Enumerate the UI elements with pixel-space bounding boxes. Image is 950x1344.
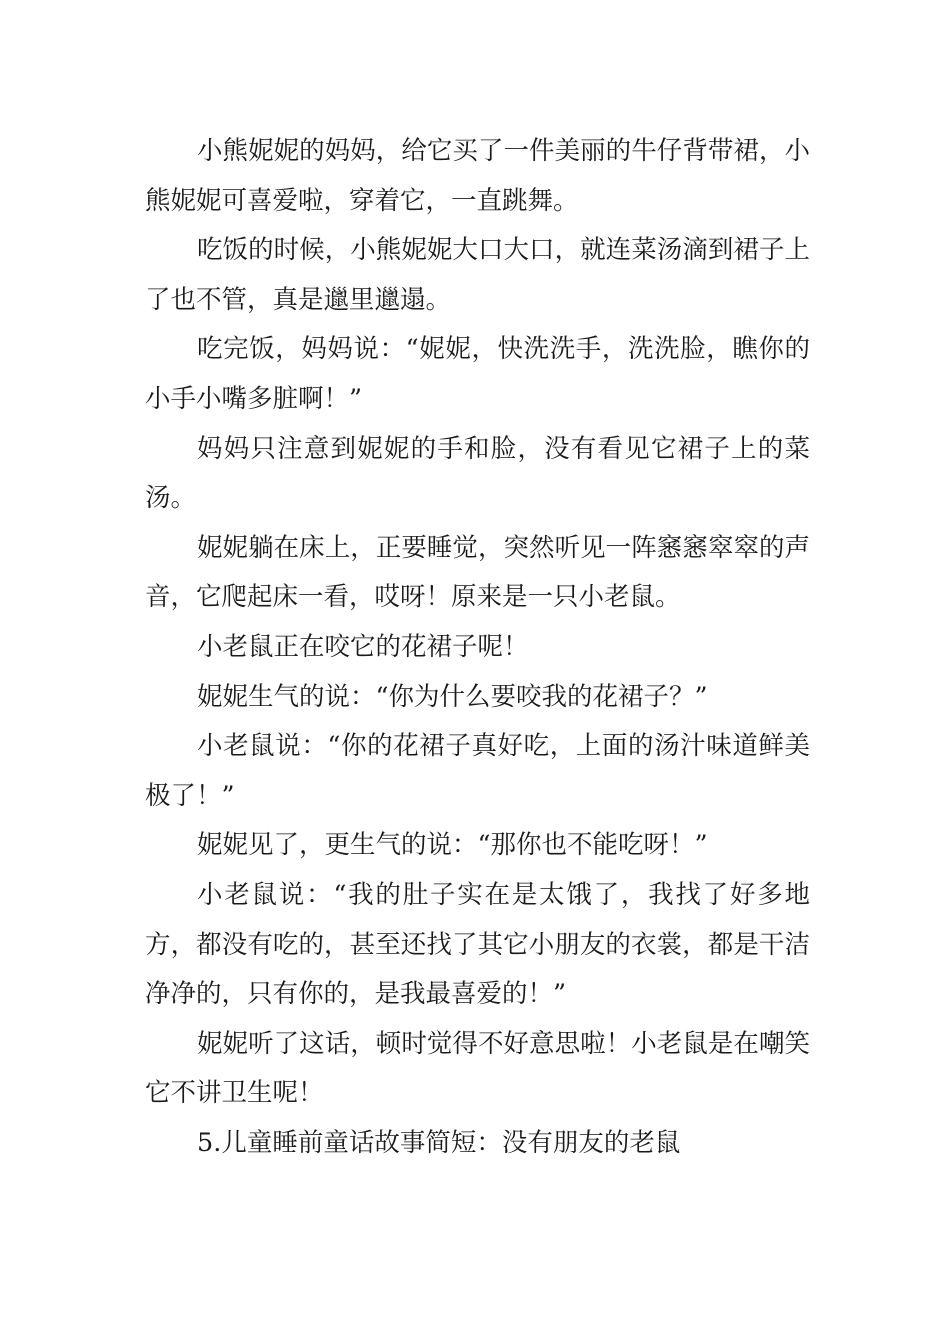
paragraph: 小熊妮妮的妈妈，给它买了一件美丽的牛仔背带裙，小熊妮妮可喜爱啦，穿着它，一直跳舞。: [145, 136, 810, 216]
paragraph: 妮妮躺在床上，正要睡觉，突然听见一阵窸窸窣窣的声音，它爬起床一看，哎呀！原来是一只小老鼠。: [145, 532, 810, 613]
paragraph: 吃完饭，妈妈说：“妮妮，快洗洗手，洗洗脸，瞧你的小手小嘴多脏啊！”: [145, 334, 810, 414]
paragraph: 妮妮听了这话，顿时觉得不好意思啦！小老鼠是在嘲笑它不讲卫生呢！: [145, 1028, 810, 1109]
paragraph: 妮妮生气的说：“你为什么要咬我的花裙子？”: [197, 681, 708, 712]
paragraph: 妈妈只注意到妮妮的手和脸，没有看见它裙子上的菜汤。: [145, 433, 810, 514]
section-heading: 5.儿童睡前童话故事简短：没有朋友的老鼠: [197, 1127, 681, 1158]
story-body: [145, 127, 810, 1168]
paragraph: 小老鼠说：“你的花裙子真好吃，上面的汤汁味道鲜美极了！”: [145, 731, 810, 811]
paragraph: 小老鼠正在咬它的花裙子呢！: [197, 631, 529, 662]
paragraph: 小老鼠说：“我的肚子实在是太饿了，我找了好多地方，都没有吃的，甚至还找了其它小朋友的衣裳，都是干洁净净的，只有你的，是我最喜爱的！”: [145, 879, 810, 1010]
paragraph: 吃饭的时候，小熊妮妮大口大口，就连菜汤滴到裙子上了也不管，真是邋里邋遢。: [145, 235, 810, 315]
paragraph: 妮妮见了，更生气的说：“那你也不能吃呀！”: [197, 830, 708, 861]
